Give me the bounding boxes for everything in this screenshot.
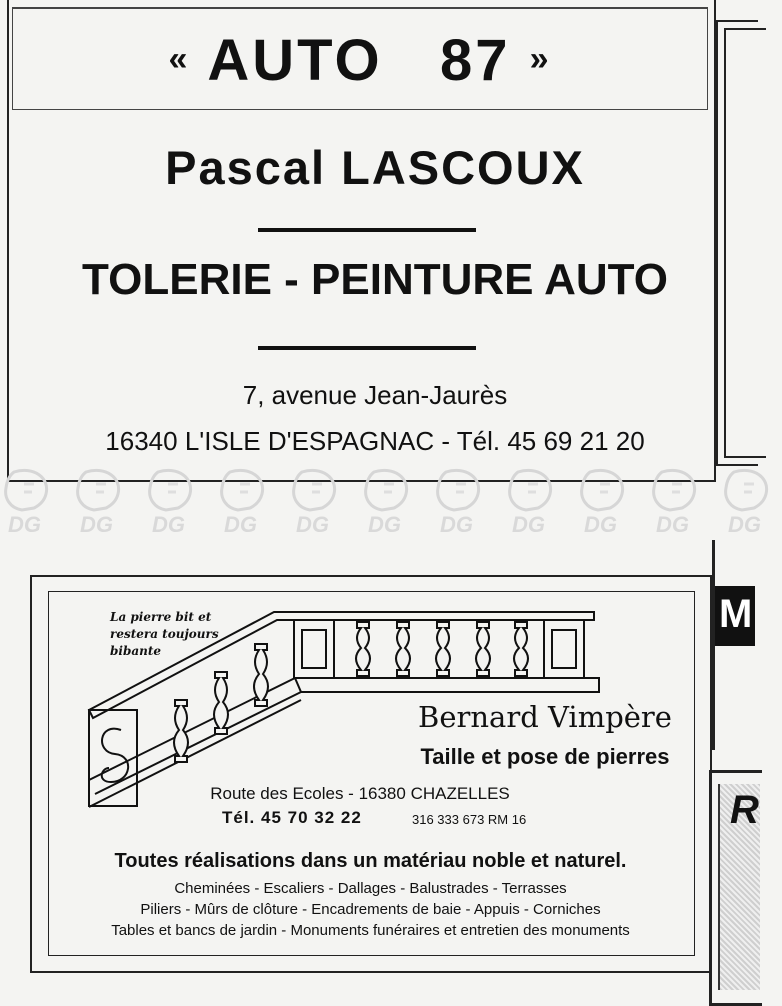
watermark-logo (714, 466, 782, 538)
head-silhouette-icon (498, 466, 566, 514)
title-text: AUTO 87 (207, 28, 511, 93)
watermark-logo (354, 466, 422, 538)
watermark-text: DG (728, 512, 761, 537)
owner-name: Pascal LASCOUX (165, 141, 585, 194)
stonemason-address: Route des Ecoles - 16380 CHAZELLES (210, 784, 510, 803)
divider-rule (258, 346, 476, 350)
watermark-text: DG (152, 512, 185, 537)
watermark-logo (66, 466, 134, 538)
address-line: 7, avenue Jean-Jaurès (242, 380, 508, 410)
motto-line: bibante (110, 644, 162, 658)
watermark-text: DG (656, 512, 689, 537)
title-quote-close: » (529, 40, 552, 78)
slogan: Toutes réalisations dans un matériau noble et naturel. (114, 850, 627, 872)
watermark-logo (210, 466, 278, 538)
head-silhouette-icon (210, 466, 278, 514)
watermark-strip (0, 466, 761, 538)
gothic-motto (110, 609, 250, 660)
divider-rule (258, 228, 476, 232)
watermark-logo (570, 466, 638, 538)
head-silhouette-icon (354, 466, 422, 514)
cropped-letter-m: M (715, 586, 755, 646)
watermark-text: DG (368, 512, 401, 537)
watermark-text: DG (296, 512, 329, 537)
watermark-text: DG (8, 512, 41, 537)
watermark-logo (138, 466, 206, 538)
head-silhouette-icon (0, 466, 62, 514)
head-silhouette-icon (714, 466, 782, 514)
watermark-text: DG (512, 512, 545, 537)
services-line: Piliers - Mûrs de clôture - Encadrements de baie - Appuis - Corniches (140, 901, 601, 918)
head-silhouette-icon (426, 466, 494, 514)
watermark-text: DG (440, 512, 473, 537)
watermark-text: DG (80, 512, 113, 537)
stonemason-phone: Tél. 45 70 32 22 (222, 808, 362, 827)
cropped-letter-r: R (730, 788, 759, 832)
service-heading: TOLERIE - PEINTURE AUTO (82, 255, 668, 304)
head-silhouette-icon (642, 466, 710, 514)
title-quote-open: « (168, 40, 191, 78)
watermark-text: DG (584, 512, 617, 537)
head-silhouette-icon (138, 466, 206, 514)
auto87-title (13, 27, 707, 94)
services-line: Tables et bancs de jardin - Monuments funéraires et entretien des monuments (111, 922, 630, 939)
head-silhouette-icon (282, 466, 350, 514)
watermark-logo (426, 466, 494, 538)
services-line: Cheminées - Escaliers - Dallages - Balustrades - Terrasses (174, 880, 567, 897)
watermark-logo (282, 466, 350, 538)
stonemason-activity: Taille et pose de pierres (420, 744, 670, 769)
watermark-logo (0, 466, 62, 538)
head-silhouette-icon (66, 466, 134, 514)
city-phone-line: 16340 L'ISLE D'ESPAGNAC - Tél. 45 69 21 20 (105, 426, 645, 456)
stonemason-name: Bernard Vimpère (418, 700, 672, 734)
head-silhouette-icon (570, 466, 638, 514)
motto-line: restera toujours (110, 627, 219, 641)
watermark-logo (498, 466, 566, 538)
registration-number: 316 333 673 RM 16 (412, 812, 527, 827)
cropped-ad-inner-frame (724, 28, 766, 458)
watermark-text: DG (224, 512, 257, 537)
watermark-logo (642, 466, 710, 538)
motto-line: La pierre bit et (110, 610, 212, 624)
auto87-title-box (12, 7, 708, 110)
